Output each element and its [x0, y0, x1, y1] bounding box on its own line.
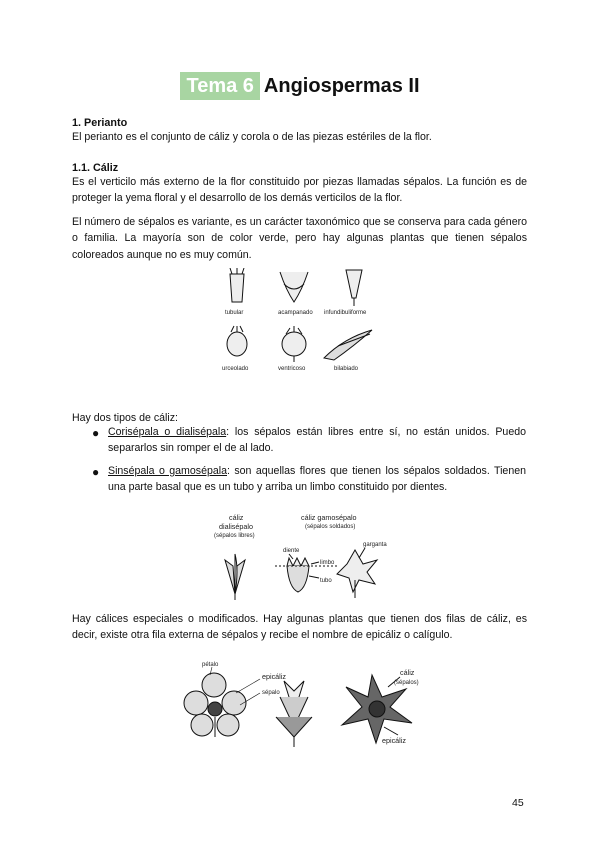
label-sepalos-soldados: (sépalos soldados): [305, 524, 356, 530]
calyx-types-intro: Hay dos tipos de cáliz:: [72, 412, 178, 424]
bullet-dot: ●: [92, 465, 100, 479]
term-sinsepala: Sinsépala o gamosépala: [108, 465, 227, 477]
label-limbo: limbo: [320, 560, 335, 566]
label-diente: diente: [283, 548, 300, 554]
calyx-types-figure: [205, 510, 405, 602]
label-sepalo: sépalo: [262, 690, 280, 696]
label-caliz-right: cáliz: [400, 668, 415, 677]
label-epicaliz-2: epicáliz: [382, 736, 406, 745]
label-acampanado: acampanado: [278, 310, 313, 316]
label-sepalos-libres: (sépalos libres): [214, 533, 255, 539]
text-corisepala: : los sépalos están libres entre sí, no están unidos. Puedo separarlos sin romper el de al lado.: [108, 426, 526, 455]
bullet-corisepala: [108, 424, 526, 457]
label-bilabiado: bilabiado: [334, 366, 359, 372]
special-calyx-paragraph: Hay cálices especiales o modificados. Hay algunas plantas que tienen dos filas de cáliz, es decir, existe otra fila externa de sépalos y recibe el nombre de epicáliz o calígulo.: [72, 613, 527, 642]
caliz-paragraph-1: Es el verticilo más externo de la flor constituido por piezas llamadas sépalos. La función es de proteger la yema floral y el desarrollo de los demás verticilos de la flor.: [72, 176, 527, 205]
perianto-paragraph: El perianto es el conjunto de cáliz y corola o de las piezas estériles de la flor.: [72, 131, 432, 143]
epicalyx-figure: [176, 657, 430, 749]
label-caliz-gamosepalo: cáliz gamosépalo: [301, 513, 357, 522]
bullet-sinsepala: [108, 463, 526, 496]
calyx-shapes-figure: [214, 268, 394, 376]
label-petalo: pétalo: [202, 662, 219, 668]
label-ventricoso: ventricoso: [278, 366, 306, 372]
label-epicaliz-1: epicáliz: [262, 672, 286, 681]
caliz-paragraph-2: El número de sépalos es variante, es un carácter taxonómico que se conserva para cada género o familia. La mayoría son de color verde, pero hay algunas plantas que tienen sépalos coloreados aunque no es muy común.: [72, 216, 527, 261]
topic-tag: Tema 6: [180, 72, 259, 100]
page-number: 45: [512, 797, 524, 809]
label-caliz: cáliz: [229, 513, 244, 522]
label-sepalos-right: (sépalos): [394, 680, 419, 686]
term-corisepala: Corisépala o dialisépala: [108, 426, 227, 438]
title-text: Angiospermas II: [263, 75, 420, 97]
label-tubo: tubo: [320, 578, 332, 584]
section-heading-caliz: 1.1. Cáliz: [72, 162, 119, 174]
label-urceolado: urceolado: [222, 366, 249, 372]
section-heading-perianto: 1. Perianto: [72, 117, 128, 129]
label-dialisepalo: dialisépalo: [219, 522, 253, 531]
bullet-dot: ●: [92, 426, 100, 440]
label-garganta: garganta: [363, 542, 387, 548]
text-sinsepala: : son aquellas flores que tienen los sépalos soldados. Tienen una parte basal que es un tubo y arriba un limbo constituido por dientes.: [108, 465, 526, 494]
label-infundibuliforme: infundibuliforme: [324, 310, 367, 316]
label-tubular: tubular: [225, 310, 244, 316]
page-title: [0, 72, 600, 100]
